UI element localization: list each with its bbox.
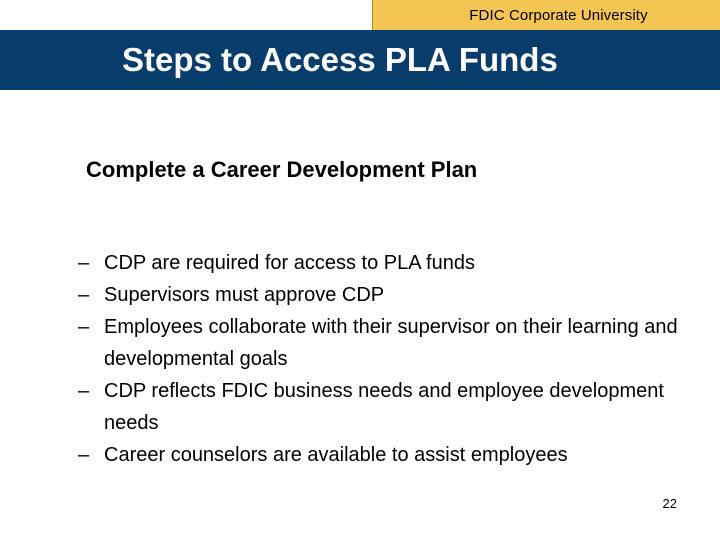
bullet-dash: – [78, 284, 90, 306]
bullet-dash: – [78, 252, 90, 274]
list-item [78, 311, 678, 375]
title-bar [0, 30, 720, 90]
bullet-text: CDP reflects FDIC business needs and employee development needs [104, 380, 664, 434]
list-item [78, 375, 678, 439]
bullet-dash: – [78, 380, 90, 402]
page-number: 22 [662, 496, 677, 511]
bullet-text: Career counselors are available to assist employees [104, 444, 568, 466]
section-subheading: Complete a Career Development Plan [86, 157, 478, 182]
bullet-dash: – [78, 316, 90, 338]
list-item [78, 279, 678, 311]
list-item [78, 439, 678, 471]
organization-name: FDIC Corporate University [469, 6, 648, 24]
organization-tab [372, 0, 720, 30]
bullet-list [78, 247, 678, 471]
bullet-text: Employees collaborate with their supervisor on their learning and developmental goals [104, 316, 678, 370]
bullet-text: Supervisors must approve CDP [104, 284, 385, 306]
bullet-dash: – [78, 444, 90, 466]
list-item [78, 247, 678, 279]
bullet-text: CDP are required for access to PLA funds [104, 252, 475, 274]
slide-title: Steps to Access PLA Funds [122, 41, 558, 78]
